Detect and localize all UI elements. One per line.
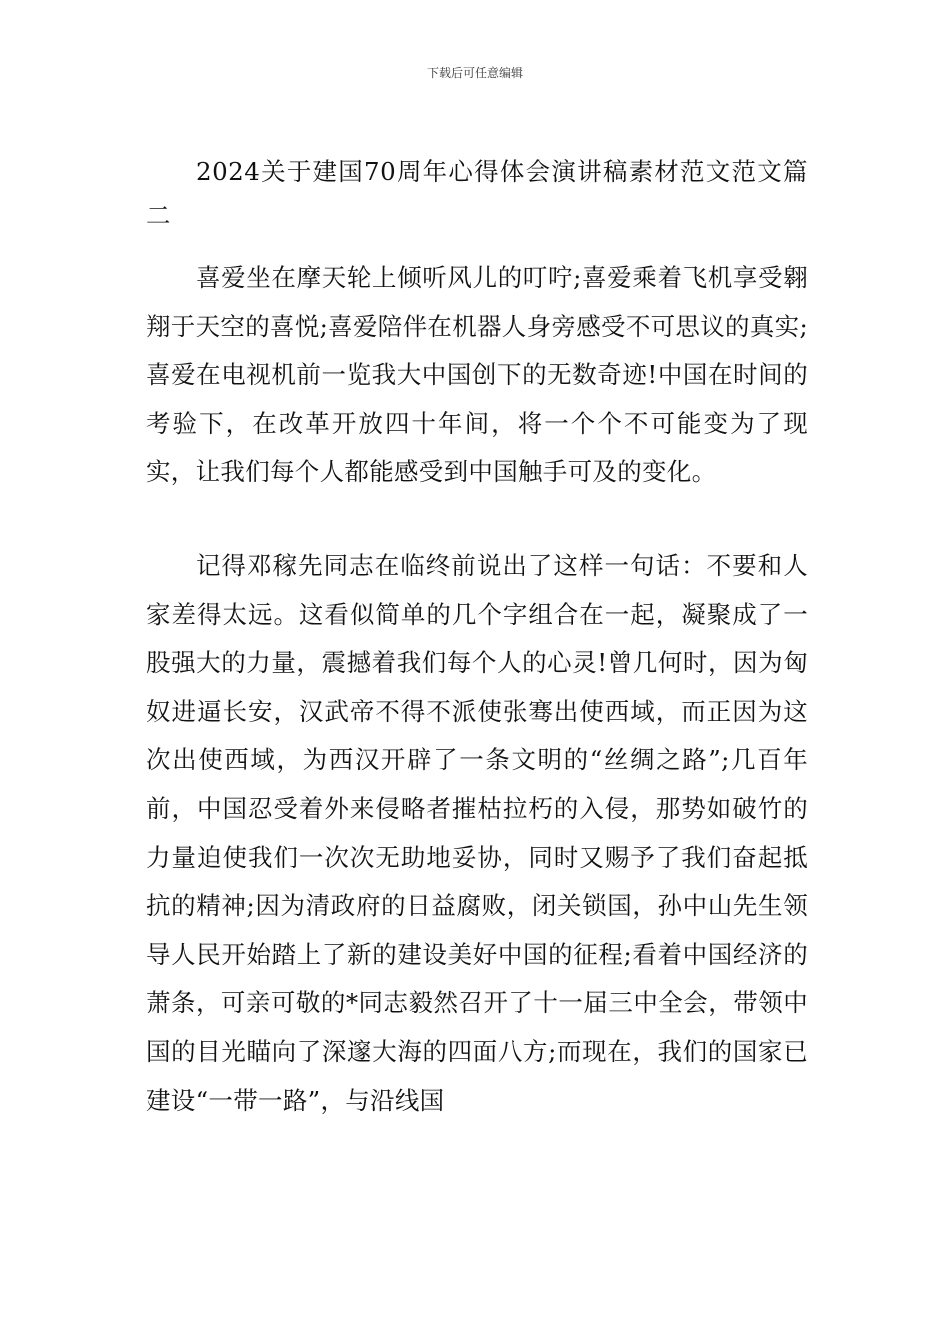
paragraph: 喜爱坐在摩天轮上倾听风儿的叮咛;喜爱乘着飞机享受翱翔于天空的喜悦;喜爱陪伴在机器人身旁感受不可思议的真实;喜爱在电视机前一览我大中国创下的无数奇迹!中国在时间的考验下，在改革开放四十年间，将一个个不可能变为了现实，让我们每个人都能感受到中国触手可及的变化。 <box>146 263 808 487</box>
document-body <box>146 150 808 1125</box>
page-header: 下载后可任意编辑 <box>426 66 523 80</box>
paragraph: 记得邓稼先同志在临终前说出了这样一句话：不要和人家差得太远。这看似简单的几个字组合在一起，凝聚成了一股强大的力量，震撼着我们每个人的心灵!曾几何时，因为匈奴进逼长安，汉武帝不得不派使张骞出使西域，而正因为这次出使西域，为西汉开辟了一条文明的“丝绸之路”;几百年前，中国忍受着外来侵略者摧枯拉朽的入侵，那势如破竹的力量迫使我们一次次无助地妥协，同时又赐予了我们奋起抵抗的精神;因为清政府的日益腐败，闭关锁国，孙中山先生领导人民开始踏上了新的建设美好中国的征程;看着中国经济的萧条，可亲可敬的*同志毅然召开了十一届三中全会，带领中国的目光瞄向了深邃大海的四面八方;而现在，我们的国家已建设“一带一路”，与沿线国 <box>146 550 808 1115</box>
document-title: 2024关于建国70周年心得体会演讲稿素材范文范文篇二 <box>146 157 808 230</box>
